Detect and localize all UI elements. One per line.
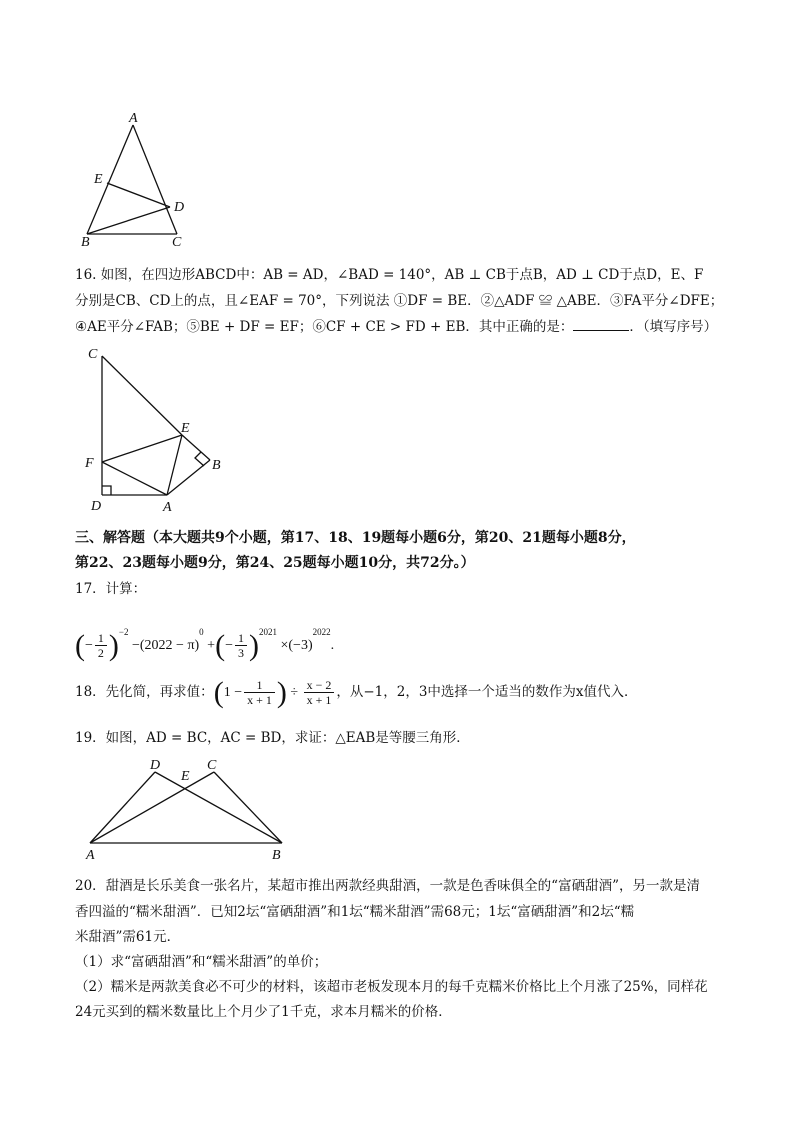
segment-ac [133, 125, 177, 234]
fraction-1-3: $\frac{1}{3}$ [235, 631, 247, 660]
q17-label: 17．计算： [75, 581, 147, 597]
label-d: D [91, 499, 102, 514]
q17-mid: −(2022 − π) [131, 638, 200, 653]
section-3-heading-line-1: 三、解答题（本大题共9个小题，第17、18、19题每小题6分，第20、21题每小题8分， [75, 530, 636, 546]
label-d: D [150, 758, 161, 773]
q17-expression: (− $\frac{1}{2}$ )$^{-2} -(2022 - \pi)^0$ +(− $\frac{1}{3}$ )$^{2021} \times(-3)^{2022}$. [75, 627, 335, 662]
fraction-x-minus-2-over-x-plus-1: $\frac{x - 2}{x + 1}$ [304, 678, 335, 707]
q17-neg: − [85, 638, 93, 653]
q20-sub-2-line-1: （2）糯米是两款美食必不可少的材料，该超市老板发现本月的每千克糯米价格比上个月涨了25%，同样花 [75, 979, 708, 995]
label-b: B [81, 235, 90, 250]
segment-ce [102, 356, 182, 435]
label-e: E [94, 172, 103, 187]
label-f: F [85, 456, 94, 471]
q16-line-1: 16. 如图，在四边形ABCD中：AB = AD，∠BAD = 140°，AB ⊥ CB于点B，AD ⊥ CD于点D，E、F [75, 267, 704, 283]
segment-cb [214, 772, 282, 843]
label-e: E [181, 769, 190, 784]
figure-triangle-abc [70, 110, 210, 250]
segment-ac [90, 772, 214, 843]
segment-bd [87, 207, 170, 234]
right-angle-d [102, 486, 111, 495]
q20-line-3: 米甜酒”需61元． [75, 929, 181, 945]
segment-fa [102, 462, 167, 495]
fraction-1-2: $\frac{1}{2}$ [95, 631, 107, 660]
segment-ad [90, 772, 155, 843]
q18-rest: ，从−1，2，3中选择一个适当的数作为x值代入． [336, 684, 638, 700]
fraction-1-over-x-plus-1: $\frac{1}{x + 1}$ [244, 678, 275, 707]
segment-fe [102, 435, 182, 462]
q16-line-2: 分别是CB、CD上的点，且∠EAF = 70°，下列说法 ①DF = BE．②△ADF ≌ △ABE．③FA平分∠DFE； [75, 293, 724, 309]
label-a: A [129, 111, 138, 126]
q20-line-1: 20．甜酒是长乐美食一张名片，某超市推出两款经典甜酒，一款是色香味俱全的“富硒甜酒”，另一款是清 [75, 878, 700, 894]
q16-line-3-text: ④AE平分∠FAB；⑤BE + DF = EF；⑥CF + CE > FD + EB．其中正确的是： [75, 319, 574, 335]
label-c: C [88, 347, 98, 362]
q19-text: 19．如图，AD = BC，AC = BD，求证：△EAB是等腰三角形． [75, 730, 470, 746]
label-a: A [163, 500, 172, 515]
label-c: C [172, 235, 182, 250]
q20-sub-1: （1）求“富硒甜酒”和“糯米甜酒”的单价； [75, 954, 328, 970]
q16-line-3 [75, 316, 735, 337]
label-e: E [181, 421, 190, 436]
segment-ae [167, 435, 182, 495]
q17-times: ×(−3) [280, 638, 313, 653]
q20-line-2: 香四溢的“糯米甜酒”．已知2坛“富硒甜酒”和1坛“糯米甜酒”需68元；1坛“富硒甜酒”和2坛“糯 [75, 904, 635, 920]
q18-line: 18．先化简，再求值：(1 − $\frac{1}{x + 1}$ ) ÷ $\frac{x - 2}{x + 1}$ ，从−1，2，3中选择一个适当的数作为x值代入． [75, 675, 638, 709]
q16-line-3-suffix: ．（填写序号） [629, 319, 718, 335]
figure-quadrilateral-abcd [80, 340, 240, 520]
section-3-heading-line-2: 第22、23题每小题9分，第24、25题每小题10分，共72分。） [75, 555, 475, 571]
segment-ed [107, 183, 170, 207]
answer-blank [573, 316, 629, 331]
q18-one-minus: 1 − [223, 685, 243, 700]
q17-plus: + [207, 638, 216, 653]
q20-sub-2-line-2: 24元买到的糯米数量比上个月少了1千克，求本月糯米的价格． [75, 1004, 452, 1020]
label-b: B [212, 458, 221, 473]
figure-crossed-triangles [75, 752, 300, 864]
label-a: A [86, 848, 95, 863]
label-b: B [272, 848, 281, 863]
q18-label: 18．先化简，再求值： [75, 684, 214, 700]
q18-div: ÷ [290, 685, 299, 700]
label-c: C [207, 758, 217, 773]
segment-db [155, 772, 282, 843]
label-d: D [174, 200, 185, 215]
